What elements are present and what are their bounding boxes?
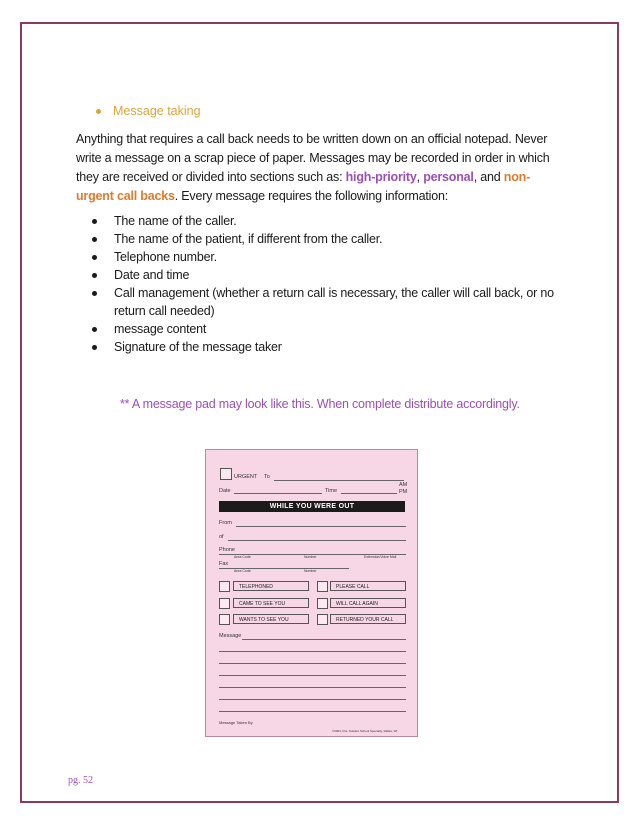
time-line <box>341 493 397 494</box>
list-item: Call management (whether a return call is necessary, the caller will call back, or no return call needed) <box>92 284 572 320</box>
list-item: The name of the caller. <box>92 212 572 230</box>
intro-paragraph <box>76 130 566 206</box>
from-line <box>236 526 406 527</box>
number-label: Number <box>304 555 317 559</box>
message-pad-image <box>205 449 418 737</box>
message-label: Message <box>219 633 242 639</box>
required-info-list <box>92 212 572 356</box>
pm-label: PM <box>399 489 408 495</box>
urgent-checkbox <box>220 468 232 480</box>
fax-label: Fax <box>219 561 229 567</box>
list-item: Date and time <box>92 266 572 284</box>
message-line <box>219 651 406 652</box>
message-pad-note: ** A message pad may look like this. When complete distribute accordingly. <box>120 397 520 411</box>
heading-text: Message taking <box>113 104 201 118</box>
bullet-icon <box>96 109 101 114</box>
list-item: message content <box>92 320 572 338</box>
paragraph-end: . Every message requires the following information: <box>174 189 449 203</box>
message-line <box>242 639 406 640</box>
area-code-label: Area Code <box>234 555 251 559</box>
phone-label: Phone <box>219 547 235 553</box>
paragraph-text: Anything that requires a call back needs to be written down on an official notepad. Never write a message on a scrap piece of paper. Messages may be recorded in order in which they are received or divided into sections such as: <box>76 132 550 184</box>
telephoned-box: TELEPHONED <box>233 581 309 591</box>
message-line <box>219 675 406 676</box>
paragraph-and: , and <box>473 170 504 184</box>
date-label: Date <box>219 488 231 494</box>
high-priority-term: high-priority <box>345 170 417 184</box>
list-item: The name of the patient, if different from the caller. <box>92 230 572 248</box>
fax-number-label: Number <box>304 569 317 573</box>
date-line <box>234 493 322 494</box>
came-to-see-box: CAME TO SEE YOU <box>233 598 309 608</box>
list-item: Telephone number. <box>92 248 572 266</box>
to-label: To <box>264 474 270 480</box>
returned-call-box: RETURNED YOUR CALL <box>330 614 406 624</box>
returned-call-checkbox <box>317 614 328 625</box>
will-call-again-checkbox <box>317 598 328 609</box>
message-line <box>219 687 406 688</box>
wants-to-see-checkbox <box>219 614 230 625</box>
of-label: of <box>219 534 224 540</box>
paragraph-comma: , <box>416 170 424 184</box>
fax-area-code-label: Area Code <box>234 569 251 573</box>
of-line <box>228 540 406 541</box>
to-line <box>274 480 404 481</box>
urgent-label: URGENT <box>234 474 258 480</box>
personal-term: personal <box>423 170 474 184</box>
wants-to-see-box: WANTS TO SEE YOU <box>233 614 309 624</box>
from-label: From <box>219 520 232 526</box>
non-urgent-term: non-urgent call backs <box>76 170 531 203</box>
time-label: Time <box>325 488 338 494</box>
am-label: AM <box>399 482 408 488</box>
message-line <box>219 663 406 664</box>
please-call-box: PLEASE CALL <box>330 581 406 591</box>
copyright-text: ©2004, Drs. Teledex School Specialty, Dallas, WI <box>332 729 398 733</box>
message-line <box>219 711 406 712</box>
list-item: Signature of the message taker <box>92 338 572 356</box>
came-to-see-checkbox <box>219 598 230 609</box>
telephoned-checkbox <box>219 581 230 592</box>
while-you-were-out-banner: WHILE YOU WERE OUT <box>219 501 405 512</box>
message-line <box>219 699 406 700</box>
please-call-checkbox <box>317 581 328 592</box>
page-number: pg. 52 <box>68 775 93 786</box>
extension-label: Extension/Voice Mail <box>364 555 397 559</box>
will-call-again-box: WILL CALL AGAIN <box>330 598 406 608</box>
taken-by-label: Message Taken By <box>219 720 253 725</box>
section-heading <box>96 104 201 118</box>
